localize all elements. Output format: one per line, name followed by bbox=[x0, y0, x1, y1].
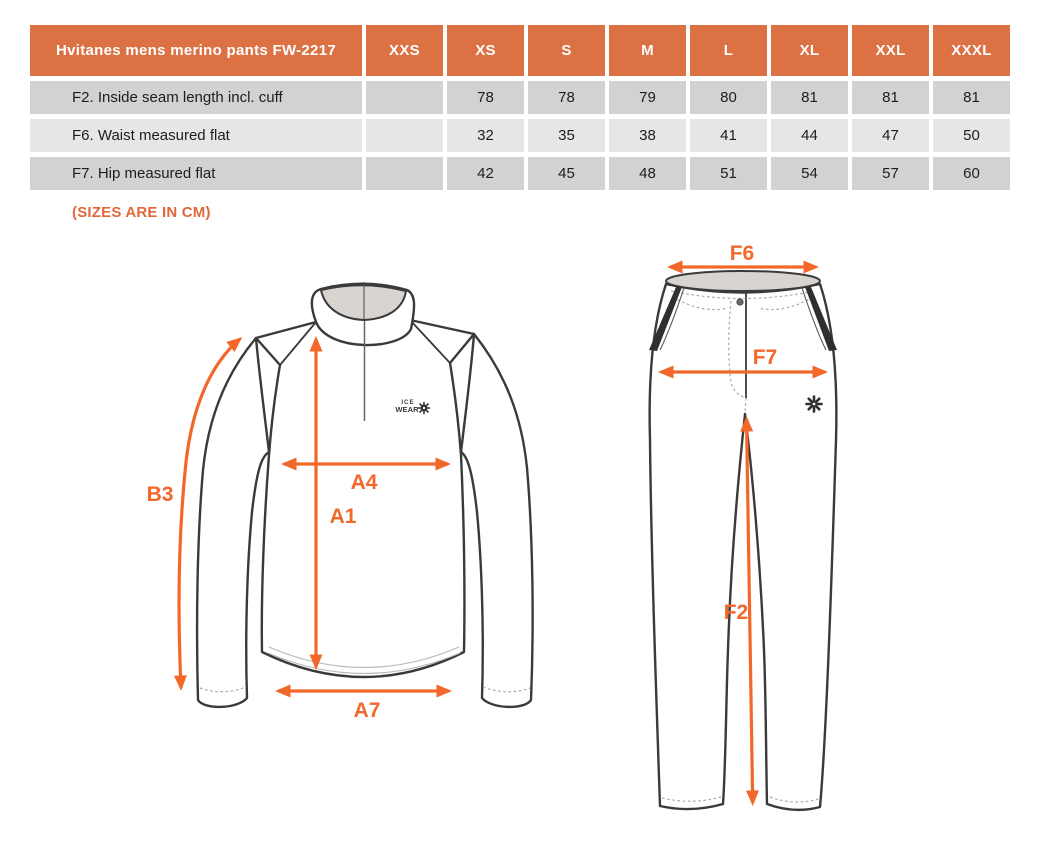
value-cell: 78 bbox=[447, 81, 524, 114]
size-header-m: M bbox=[609, 25, 686, 76]
shirt-right-sleeve bbox=[461, 334, 533, 707]
value-cell bbox=[366, 157, 443, 190]
value-cell: 45 bbox=[528, 157, 605, 190]
value-cell: 44 bbox=[771, 119, 848, 152]
size-header-xl: XL bbox=[771, 25, 848, 76]
value-cell: 38 bbox=[609, 119, 686, 152]
waist-button bbox=[737, 299, 743, 305]
f6-label: F6 bbox=[729, 242, 755, 265]
b3-label: B3 bbox=[146, 483, 174, 506]
shirt-logo-text-ice: ICE bbox=[401, 399, 415, 406]
shirt-left-sleeve bbox=[197, 338, 269, 707]
pants-waistband bbox=[666, 271, 820, 291]
snowflake-logo-icon bbox=[807, 397, 822, 412]
value-cell: 50 bbox=[933, 119, 1010, 152]
value-cell: 54 bbox=[771, 157, 848, 190]
snowflake-badge-icon bbox=[418, 402, 429, 413]
value-cell: 42 bbox=[447, 157, 524, 190]
pants-body bbox=[650, 284, 837, 810]
value-cell: 41 bbox=[690, 119, 767, 152]
shirt-logo-text-wear: WEAR bbox=[395, 405, 419, 414]
value-cell: 81 bbox=[933, 81, 1010, 114]
row-label-cell: F2. Inside seam length incl. cuff bbox=[30, 81, 362, 114]
size-header-l: L bbox=[690, 25, 767, 76]
pants-diagram bbox=[649, 242, 837, 810]
value-cell: 81 bbox=[852, 81, 929, 114]
value-cell: 57 bbox=[852, 157, 929, 190]
value-cell: 80 bbox=[690, 81, 767, 114]
value-cell: 79 bbox=[609, 81, 686, 114]
size-header-xxxl: XXXL bbox=[933, 25, 1010, 76]
value-cell: 47 bbox=[852, 119, 929, 152]
measurement-diagrams-svg bbox=[0, 230, 1038, 857]
shirt-diagram bbox=[147, 282, 533, 722]
a1-label: A1 bbox=[329, 505, 357, 528]
f2-label: F2 bbox=[723, 601, 749, 624]
size-header-xxl: XXL bbox=[852, 25, 929, 76]
table-title-cell: Hvitanes mens merino pants FW-2217 bbox=[30, 25, 362, 76]
size-table bbox=[30, 25, 1010, 190]
value-cell bbox=[366, 81, 443, 114]
size-header-xs: XS bbox=[447, 25, 524, 76]
sizes-in-cm-note: (SIZES ARE IN CM) bbox=[72, 204, 211, 221]
value-cell: 60 bbox=[933, 157, 1010, 190]
value-cell: 32 bbox=[447, 119, 524, 152]
value-cell bbox=[366, 119, 443, 152]
value-cell: 48 bbox=[609, 157, 686, 190]
value-cell: 35 bbox=[528, 119, 605, 152]
a4-label: A4 bbox=[350, 471, 378, 494]
f7-label: F7 bbox=[752, 346, 778, 369]
value-cell: 81 bbox=[771, 81, 848, 114]
row-label-cell: F6. Waist measured flat bbox=[30, 119, 362, 152]
size-header-xxs: XXS bbox=[366, 25, 443, 76]
value-cell: 78 bbox=[528, 81, 605, 114]
size-header-s: S bbox=[528, 25, 605, 76]
value-cell: 51 bbox=[690, 157, 767, 190]
row-label-cell: F7. Hip measured flat bbox=[30, 157, 362, 190]
a7-label: A7 bbox=[353, 699, 381, 722]
